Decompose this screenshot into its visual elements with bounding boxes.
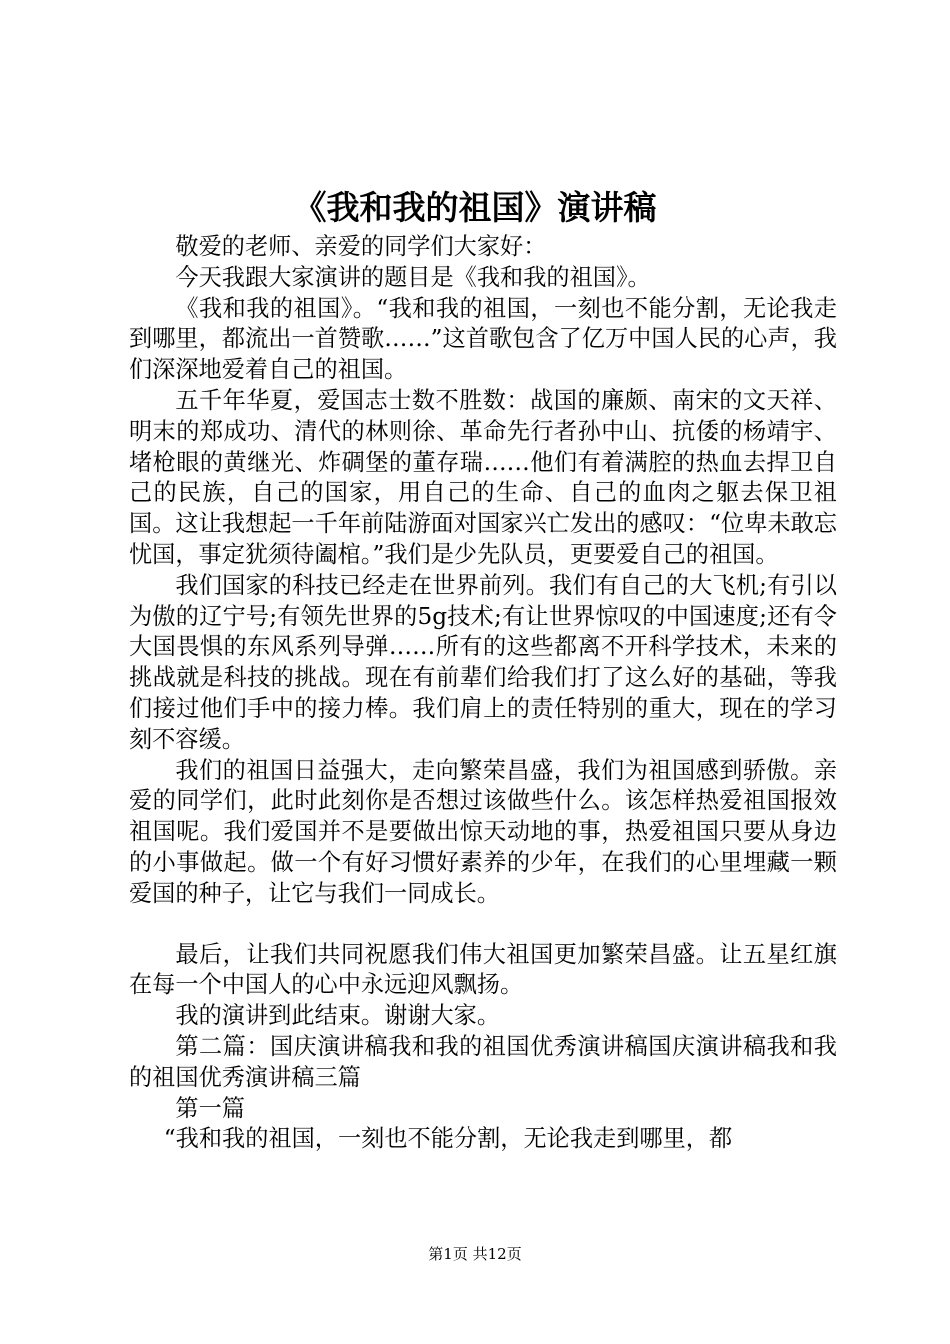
paragraph-second-article-heading: 第二篇：国庆演讲稿我和我的祖国优秀演讲稿国庆演讲稿我和我的祖国优秀演讲稿三篇 xyxy=(129,1032,837,1091)
paragraph-technology: 我们国家的科技已经走在世界前列。我们有自己的大飞机;有引以为傲的辽宁号;有领先世界的5g技术;有让世界惊叹的中国速度;还有令大国畏惧的东风系列导弹……所有的这些都离不开科学技术，未来的挑战就是科技的挑战。现在有前辈们给我们打了这么好的基础，等我们接过他们手中的接力棒。我们肩上的责任特别的重大，现在的学习刻不容缓。 xyxy=(129,571,837,753)
paragraph-song-quote: 《我和我的祖国》。“我和我的祖国，一刻也不能分割，无论我走到哪里，都流出一首赞歌……”这首歌包含了亿万中国人民的心声，我们深深地爱着自己的祖国。 xyxy=(129,294,837,384)
paragraph-greeting: 敬爱的老师、亲爱的同学们大家好： xyxy=(175,233,547,260)
paragraph-growth: 我们的祖国日益强大，走向繁荣昌盛，我们为祖国感到骄傲。亲爱的同学们，此时此刻你是否想过该做些什么。该怎样热爱祖国报效祖国呢。我们爱国并不是要做出惊天动地的事，热爱祖国只要从身边的小事做起。做一个有好习惯好素养的少年，在我们的心里埋藏一颗爱国的种子，让它与我们一同成长。 xyxy=(129,756,837,907)
paragraph-quote-start: “我和我的祖国，一刻也不能分割，无论我走到哪里，都 xyxy=(163,1125,733,1153)
page-title: 《我和我的祖国》演讲稿 xyxy=(293,188,657,227)
paragraph-topic: 今天我跟大家演讲的题目是《我和我的祖国》。 xyxy=(175,263,651,291)
paragraph-first-section-label: 第一篇 xyxy=(175,1094,245,1122)
document-body xyxy=(129,232,837,1155)
paragraph-closing-wish: 最后，让我们共同祝愿我们伟大祖国更加繁荣昌盛。让五星红旗在每一个中国人的心中永远迎风飘扬。 xyxy=(129,940,837,999)
paragraph-patriots: 五千年华夏，爱国志士数不胜数：战国的廉颇、南宋的文天祥、明末的郑成功、清代的林则徐、革命先行者孙中山、抗倭的杨靖宇、堵枪眼的黄继光、炸碉堡的董存瑞……他们有着满腔的热血去捍卫自己的民族，自己的国家，用自己的生命、自己的血肉之躯去保卫祖国。这让我想起一千年前陆游面对国家兴亡发出的感叹：“位卑未敢忘忧国，事定犹须待阖棺。”我们是少先队员，更要爱自己的祖国。 xyxy=(129,386,837,568)
paragraph-thanks: 我的演讲到此结束。谢谢大家。 xyxy=(175,1002,501,1030)
paragraph-spacer xyxy=(129,910,837,940)
page-footer: 第1页 共12页 xyxy=(428,1245,522,1263)
